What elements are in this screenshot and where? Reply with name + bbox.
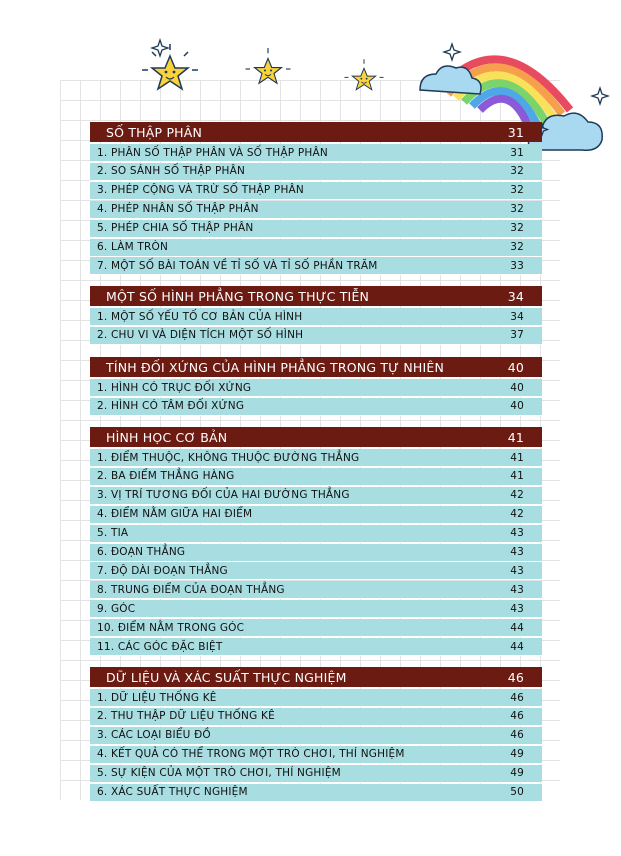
toc-item-page: 42	[510, 489, 524, 502]
section-title: DỮ LIỆU VÀ XÁC SUẤT THỰC NGHIỆM	[106, 669, 347, 685]
section-header[interactable]	[90, 122, 542, 142]
section-title: MỘT SỐ HÌNH PHẲNG TRONG THỰC TIỄN	[106, 288, 370, 304]
toc-item[interactable]	[90, 581, 542, 599]
toc-item[interactable]	[90, 379, 542, 397]
toc-item-label: 4. ĐIỂM NẰM GIỮA HAI ĐIỂM	[97, 508, 253, 521]
section-page-number: 34	[507, 288, 524, 304]
toc-item-page: 37	[510, 329, 524, 342]
toc-item-page: 46	[510, 691, 524, 704]
toc-item-label: 8. TRUNG ĐIỂM CỦA ĐOẠN THẲNG	[97, 583, 285, 596]
toc-item-page: 44	[510, 640, 524, 653]
toc-item-page: 49	[510, 767, 524, 780]
toc-item-label: 11. CÁC GÓC ĐẶC BIỆT	[97, 640, 223, 653]
toc-item[interactable]	[90, 449, 542, 467]
section-page-number: 46	[507, 669, 524, 685]
toc-item-page: 32	[510, 203, 524, 216]
section-page-number: 31	[507, 124, 524, 140]
toc-item[interactable]	[90, 708, 542, 726]
toc-item-label: 3. CÁC LOẠI BIỂU ĐỒ	[97, 729, 211, 742]
section-header[interactable]	[90, 667, 542, 687]
toc-item-label: 5. TIA	[97, 527, 129, 540]
toc-item[interactable]	[90, 327, 542, 345]
toc-item[interactable]	[90, 765, 542, 783]
toc-item[interactable]	[90, 398, 542, 416]
section-title: TÍNH ĐỐI XỨNG CỦA HÌNH PHẲNG TRONG TỰ NHIÊN	[106, 359, 445, 375]
toc-item-label: 6. LÀM TRÒN	[97, 241, 169, 253]
toc-item[interactable]	[90, 784, 542, 802]
section-header[interactable]	[90, 357, 542, 377]
toc-item[interactable]	[90, 638, 542, 656]
toc-item-page: 32	[510, 222, 524, 235]
toc-item-label: 7. MỘT SỐ BÀI TOÁN VỀ TỈ SỐ VÀ TỈ SỐ PHẦN TRĂM	[97, 259, 378, 272]
toc-item-label: 2. SO SÁNH SỐ THẬP PHÂN	[97, 165, 246, 178]
toc-item-page: 44	[510, 621, 524, 634]
toc-item-label: 4. KẾT QUẢ CÓ THỂ TRONG MỘT TRÒ CHƠI, THÍ NGHIỆM	[97, 748, 405, 761]
toc-item[interactable]	[90, 487, 542, 505]
toc-item-label: 1. DỮ LIỆU THỐNG KÊ	[97, 691, 217, 704]
section-page-number: 40	[507, 359, 524, 375]
toc-item-page: 41	[510, 451, 524, 464]
toc-item[interactable]	[90, 525, 542, 543]
toc-item-page: 43	[510, 527, 524, 540]
toc-item-label: 10. ĐIỂM NẰM TRONG GÓC	[97, 621, 245, 634]
section-header[interactable]	[90, 286, 542, 306]
toc-item-label: 7. ĐỘ DÀI ĐOẠN THẲNG	[97, 564, 228, 577]
toc-item[interactable]	[90, 468, 542, 486]
toc-item-label: 6. XÁC SUẤT THỰC NGHIỆM	[97, 786, 248, 798]
toc-item-page: 46	[510, 729, 524, 742]
toc-item[interactable]	[90, 727, 542, 745]
section-title: HÌNH HỌC CƠ BẢN	[106, 429, 228, 445]
toc-item[interactable]	[90, 220, 542, 238]
toc-item-page: 41	[510, 470, 524, 483]
toc-item[interactable]	[90, 308, 542, 326]
toc-item[interactable]	[90, 182, 542, 200]
toc-item[interactable]	[90, 600, 542, 618]
toc-item-label: 1. ĐIỂM THUỘC, KHÔNG THUỘC ĐƯỜNG THẲNG	[97, 451, 360, 464]
toc-item-page: 43	[510, 564, 524, 577]
toc-item-label: 1. PHÂN SỐ THẬP PHÂN VÀ SỐ THẬP PHÂN	[97, 146, 328, 159]
toc-item[interactable]	[90, 201, 542, 219]
toc-item[interactable]	[90, 746, 542, 764]
toc-item-label: 2. THU THẬP DỮ LIỆU THỐNG KÊ	[97, 710, 275, 723]
toc-item-label: 5. PHÉP CHIA SỐ THẬP PHÂN	[97, 222, 254, 235]
toc-item[interactable]	[90, 144, 542, 162]
toc-item-page: 42	[510, 508, 524, 521]
toc-item-page: 50	[510, 786, 524, 798]
section-title: SỐ THẬP PHÂN	[106, 124, 203, 140]
toc-item-page: 40	[510, 381, 524, 394]
toc-item-page: 34	[510, 310, 524, 323]
toc-item-page: 32	[510, 241, 524, 253]
toc-item-label: 5. SỰ KIỆN CỦA MỘT TRÒ CHƠI, THÍ NGHIỆM	[97, 767, 341, 780]
toc-item[interactable]	[90, 163, 542, 181]
toc-item-label: 6. ĐOẠN THẲNG	[97, 546, 186, 558]
toc-item-page: 46	[510, 710, 524, 723]
toc-item[interactable]	[90, 689, 542, 707]
toc-item-page: 32	[510, 165, 524, 178]
toc-item-page: 43	[510, 583, 524, 596]
toc-item[interactable]	[90, 619, 542, 637]
toc-item-page: 31	[510, 146, 524, 159]
toc-item-label: 3. PHÉP CỘNG VÀ TRỪ SỐ THẬP PHÂN	[97, 184, 304, 197]
toc-item-page: 43	[510, 546, 524, 558]
toc-item-label: 1. MỘT SỐ YẾU TỐ CƠ BẢN CỦA HÌNH	[97, 310, 303, 323]
toc-item[interactable]	[90, 506, 542, 524]
toc-item[interactable]	[90, 562, 542, 580]
toc-item[interactable]	[90, 257, 542, 275]
toc-item-label: 2. HÌNH CÓ TÂM ĐỐI XỨNG	[97, 400, 245, 413]
toc-item-label: 3. VỊ TRÍ TƯƠNG ĐỐI CỦA HAI ĐƯỜNG THẲNG	[97, 489, 350, 502]
section-page-number: 41	[507, 429, 524, 445]
toc-item-page: 49	[510, 748, 524, 761]
toc-item-label: 2. BA ĐIỂM THẲNG HÀNG	[97, 470, 235, 483]
toc-item-label: 4. PHÉP NHÂN SỐ THẬP PHÂN	[97, 203, 259, 216]
toc-item-page: 43	[510, 602, 524, 615]
toc-item-page: 33	[510, 259, 524, 272]
toc-item-page: 32	[510, 184, 524, 197]
toc-item[interactable]	[90, 544, 542, 562]
toc-item-label: 1. HÌNH CÓ TRỤC ĐỐI XỨNG	[97, 381, 252, 394]
toc-item-page: 40	[510, 400, 524, 413]
toc-item-label: 9. GÓC	[97, 602, 136, 615]
section-header[interactable]	[90, 427, 542, 447]
toc-item-label: 2. CHU VI VÀ DIỆN TÍCH MỘT SỐ HÌNH	[97, 329, 304, 342]
toc-item[interactable]	[90, 239, 542, 257]
